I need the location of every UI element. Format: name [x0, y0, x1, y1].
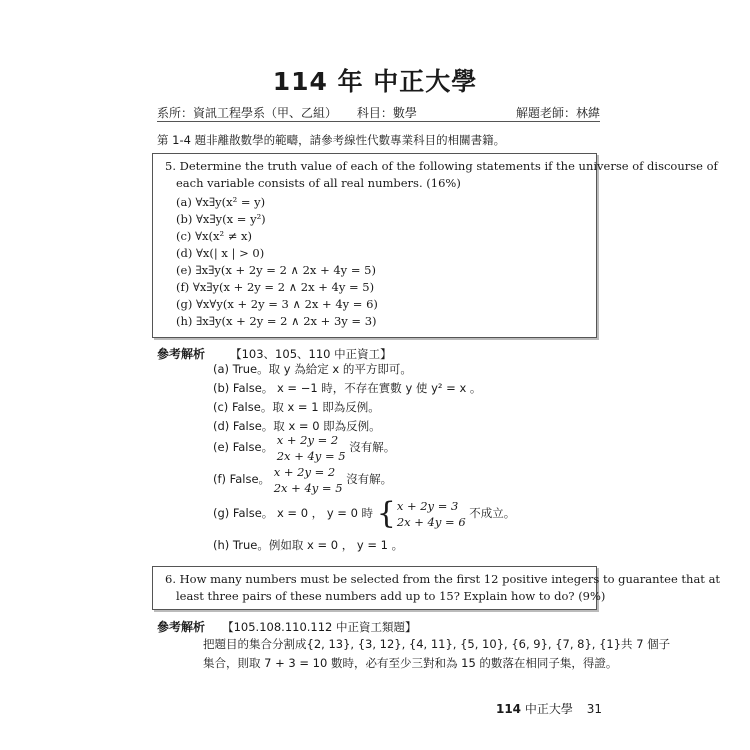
question-5-box: [152, 153, 718, 338]
solution-5-d: (d) False。取 x = 0 即為反例。: [213, 419, 381, 433]
brace-symbol: {: [376, 496, 396, 531]
question-5-item-h: (h) ∃x∃y(x + 2y = 2 ∧ 2x + 3y = 3): [176, 314, 377, 328]
question-5-line-1: 5. Determine the truth value of each of the following statements if the universe of discourse of: [165, 159, 718, 173]
solution-reference: 【105.108.110.112 中正資工類題】: [222, 620, 417, 634]
footer-school: 中正大學: [524, 702, 573, 716]
question-6-box: [152, 566, 721, 610]
solution-5-e: (e) False。 x + 2y = 2 2x + 4y = 5 沒有解。: [213, 433, 396, 463]
question-5-line-2: each variable consists of all real numbers. (16%): [176, 176, 461, 190]
question-5-item-g: (g) ∀x∀y(x + 2y = 3 ∧ 2x + 4y = 6): [176, 297, 378, 311]
solution-5-g: (g) False。 x = 0 ， y = 0 時 {x + 2y = 3 2x + 4y = 6 不成立。: [213, 496, 516, 531]
solution-6-line-1: 把題目的集合分割成{2, 13}, {3, 12}, {4, 11}, {5, 10}, {6, 9}, {7, 8}, {1}共 7 個子: [203, 637, 671, 651]
page-footer: [496, 700, 602, 717]
solution-5-c: (c) False。取 x = 1 即為反例。: [213, 400, 380, 414]
teacher: 解題老師：林緯: [515, 106, 600, 120]
solution-reference: 【103、105、110 中正資工】: [230, 347, 392, 361]
question-5-item-b: (b) ∀x∃y(x = y²): [176, 212, 266, 226]
solution-6-header: [157, 616, 417, 635]
question-5-item-d: (d) ∀x(| x | > 0): [176, 246, 265, 260]
question-5-item-c: (c) ∀x(x² ≠ x): [176, 229, 252, 243]
footer-section: 114: [495, 702, 522, 716]
question-6-line-1: 6. How many numbers must be selected from the first 12 positive integers to guarantee that at: [165, 572, 721, 586]
header-rule: [157, 121, 600, 122]
solution-5-b: (b) False。 x = −1 時，不存在實數 y 使 y² = x 。: [213, 381, 482, 395]
question-5-item-a: (a) ∀x∃y(x² = y): [176, 195, 266, 209]
solution-5-f: (f) False。 x + 2y = 2 2x + 4y = 5 沒有解。: [213, 465, 393, 495]
solution-label: 參考解析: [157, 347, 206, 361]
solution-5-a: (a) True。取 y 為給定 x 的平方即可。: [213, 362, 412, 376]
solution-label: 參考解析: [157, 620, 206, 634]
solution-5-header: [157, 343, 392, 362]
solution-5-h: (h) True。例如取 x = 0 ， y = 1 。: [213, 538, 404, 552]
solution-6-line-2: 集合，則取 7 + 3 = 10 數時，必有至少三對和為 15 的數落在相同子集，得證。: [203, 656, 618, 670]
equation-system: x + 2y = 3 2x + 4y = 6: [396, 499, 466, 529]
equation-system: x + 2y = 2 2x + 4y = 5: [276, 433, 346, 463]
exam-meta: [157, 104, 600, 121]
department: 系所：資訊工程學系（甲、乙組）: [157, 106, 338, 120]
subject: 科目：數學: [356, 106, 417, 120]
scope-note: 第 1-4 題非離散數學的範疇，請參考線性代數專業科目的相關書籍。: [157, 133, 506, 147]
question-6-line-2: least three pairs of these numbers add up to 15? Explain how to do? (9%): [176, 589, 606, 603]
page-title: 114 年 中正大學: [272, 67, 478, 96]
equation-system: x + 2y = 2 2x + 4y = 5: [273, 465, 343, 495]
page-number: 31: [586, 702, 602, 716]
question-5-item-e: (e) ∃x∃y(x + 2y = 2 ∧ 2x + 4y = 5): [176, 263, 376, 277]
question-5-item-f: (f) ∀x∃y(x + 2y = 2 ∧ 2x + 4y = 5): [176, 280, 375, 294]
